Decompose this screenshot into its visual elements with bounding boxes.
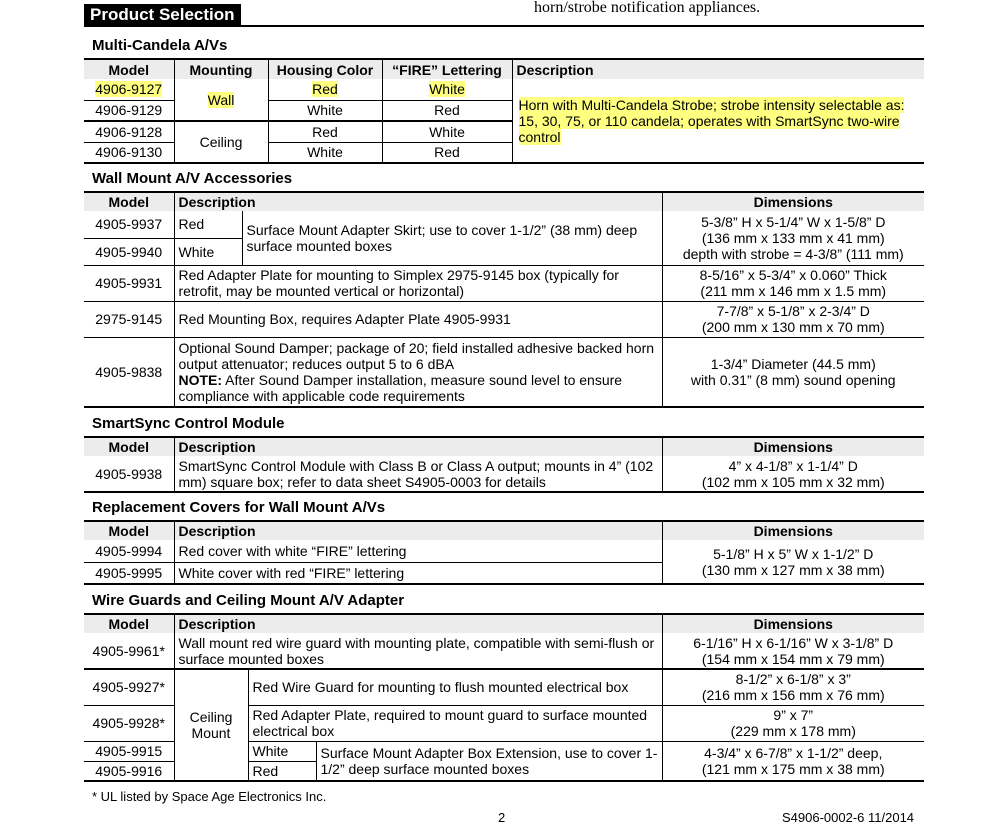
description-cell: Red Adapter Plate for mounting to Simplex 2975-9145 box (typically for retrofit, may be mounted vertical or horizontal) [178, 267, 619, 299]
section-heading-replacement-covers: Replacement Covers for Wall Mount A/Vs [92, 499, 386, 516]
housing-color: Red [268, 121, 382, 142]
dimension-line: 1-3/4” Diameter (44.5 mm) [710, 355, 876, 372]
description-cell: Red cover with white “FIRE” lettering [174, 540, 662, 562]
skirt-dimensions [662, 211, 924, 265]
housing-color: Red [312, 81, 338, 98]
dimension-line: (102 mm x 105 mm x 32 mm) [701, 473, 885, 490]
col-header-model: Model [84, 437, 174, 456]
model-cell: 4905-9931 [84, 265, 174, 301]
color-cell: White [174, 238, 242, 265]
smartsync-table [84, 436, 924, 493]
model-cell: 4906-9130 [84, 142, 174, 163]
col-header-model: Model [84, 614, 174, 633]
wire-guards-table [84, 613, 924, 782]
model-cell: 4905-9916 [84, 761, 174, 781]
lettering-cell [382, 79, 512, 100]
wall-mount-accessories-table [84, 191, 924, 408]
page-number: 2 [498, 810, 506, 825]
note-label: NOTE: [178, 371, 223, 388]
col-header-dimensions: Dimensions [662, 192, 924, 211]
section-heading-multi-candela: Multi-Candela A/Vs [92, 37, 228, 54]
color-cell: White [248, 741, 316, 761]
model-cell: 4905-9927* [84, 669, 174, 705]
model-cell: 4905-9994 [84, 540, 174, 562]
model-cell: 4906-9128 [84, 121, 174, 142]
description-cell: Red Adapter Plate, required to mount guard to surface mounted electrical box [248, 705, 662, 741]
dimensions-cell [662, 540, 924, 584]
dimensions-cell [662, 705, 924, 741]
model-cell: 4906-9129 [84, 100, 174, 121]
dimension-line: 4-3/4” x 6-7/8” x 1-1/2” deep, [704, 744, 883, 761]
sound-damper-description [174, 337, 662, 407]
model-4906-9127: 4906-9127 [95, 81, 163, 98]
description-cell [512, 79, 924, 163]
dimension-line: (154 mm x 154 mm x 79 mm) [701, 650, 885, 667]
model-cell: 4905-9995 [84, 562, 174, 584]
dimension-line: (121 mm x 175 mm x 38 mm) [701, 760, 885, 777]
housing-color: White [268, 100, 382, 121]
col-header-dimensions: Dimensions [662, 437, 924, 456]
multi-candela-table [84, 58, 924, 164]
dimensions-cell [662, 456, 924, 492]
description-cell: Red Mounting Box, requires Adapter Plate 4905-9931 [178, 311, 511, 327]
model-cell: 4905-9961* [84, 633, 174, 669]
description-text: Optional Sound Damper; package of 20; field installed adhesive backed horn output attenuator; reduces output 5 to 6 dBA [178, 339, 655, 372]
note-text [179, 372, 658, 404]
dimension-line: 9” x 7” [773, 707, 814, 723]
col-header-description: Description [174, 521, 662, 540]
col-header-model: Model [84, 192, 174, 211]
section-heading-wire-guards: Wire Guards and Ceiling Mount A/V Adapter [92, 592, 405, 609]
dimension-line: (229 mm x 178 mm) [730, 723, 856, 739]
col-header-model: Model [84, 521, 174, 540]
dimensions-cell [662, 337, 924, 407]
fire-lettering: Red [382, 142, 512, 163]
multi-candela-description: Horn with Multi-Candela Strobe; strobe intensity selectable as: 15, 30, 75, or 110 candela; operates with SmartSync two-wire control [518, 96, 905, 145]
dimension-line: 8-1/2” x 6-1/8” x 3” [735, 671, 851, 688]
col-header-description: Description [174, 192, 662, 211]
dimension-line: depth with strobe = 4-3/8” (111 mm) [682, 245, 904, 262]
dimension-line: 4” x 4-1/8” x 1-1/4” D [728, 457, 858, 474]
description-cell: Wall mount red wire guard with mounting plate, compatible with semi-flush or surface mounted boxes [178, 634, 655, 667]
dimension-line: (200 mm x 130 mm x 70 mm) [701, 319, 885, 335]
title-rule [84, 25, 924, 27]
description-cell: SmartSync Control Module with Class B or Class A output; mounts in 4” (102 mm) square box; refer to data sheet S4905-0003 for details [178, 457, 654, 490]
mounting-wall-cell [174, 79, 268, 121]
col-header-dimensions: Dimensions [662, 521, 924, 540]
section-heading-smartsync: SmartSync Control Module [92, 415, 285, 432]
dimensions-cell [662, 301, 924, 337]
model-cell: 4905-9838 [84, 337, 174, 407]
col-header-description: Description [174, 437, 662, 456]
col-header-dimensions: Dimensions [662, 614, 924, 633]
dimension-line: (211 mm x 146 mm x 1.5 mm) [700, 283, 887, 299]
model-cell: 4905-9937 [84, 211, 174, 238]
dimension-line: 8-5/16” x 5-3/4” x 0.060” Thick [699, 267, 887, 283]
extension-description: Surface Mount Adapter Box Extension, use to cover 1-1/2” deep surface mounted boxes [316, 741, 662, 781]
housing-color: White [268, 142, 382, 163]
col-header-fire-lettering: “FIRE” Lettering [382, 59, 512, 79]
dimension-line: (130 mm x 127 mm x 38 mm) [701, 561, 885, 578]
col-header-housing-color: Housing Color [268, 59, 382, 79]
document-id: S4906-0002-6 11/2014 [782, 810, 915, 825]
dimension-line: 5-1/8” H x 5” W x 1-1/2” D [713, 545, 874, 562]
intro-text: horn/strobe notification appliances. [534, 0, 761, 16]
skirt-description: Surface Mount Adapter Skirt; use to cover 1-1/2” (38 mm) deep surface mounted boxes [246, 221, 638, 254]
fire-lettering: White [429, 81, 465, 98]
model-cell: 4905-9940 [84, 238, 174, 265]
col-header-description: Description [512, 59, 924, 79]
dimension-line: with 0.31” (8 mm) sound opening [690, 371, 896, 388]
col-header-description: Description [174, 614, 662, 633]
model-cell: 4905-9915 [84, 741, 174, 761]
housing-cell [268, 79, 382, 100]
color-cell: Red [248, 761, 316, 781]
dimensions-cell [662, 265, 924, 301]
col-header-mounting: Mounting [174, 59, 268, 79]
dimension-line: (136 mm x 133 mm x 41 mm) [701, 229, 885, 246]
model-cell: 4905-9938 [84, 456, 174, 492]
extension-dimensions [662, 741, 924, 781]
footnote: * UL listed by Space Age Electronics Inc. [92, 789, 327, 804]
dimension-line: 5-3/8” H x 5-1/4” W x 1-5/8” D [701, 213, 886, 230]
model-cell: 2975-9145 [84, 301, 174, 337]
col-header-model: Model [84, 59, 174, 79]
dimensions-cell [662, 633, 924, 669]
color-cell: Red [174, 211, 242, 238]
dimension-line: (216 mm x 156 mm x 76 mm) [701, 687, 885, 704]
description-cell: Red Wire Guard for mounting to flush mounted electrical box [248, 669, 662, 705]
ceiling-mount-cell: Ceiling Mount [174, 669, 248, 781]
section-heading-wall-mount: Wall Mount A/V Accessories [92, 170, 293, 187]
model-cell: 4905-9928* [84, 705, 174, 741]
page-title: Product Selection [84, 4, 241, 26]
fire-lettering: White [382, 121, 512, 142]
dimension-line: 7-7/8” x 5-1/8” x 2-3/4” D [716, 303, 870, 319]
dimensions-cell [662, 669, 924, 705]
note-body: After Sound Damper installation, measure sound level to ensure compliance with applicable code requirements [178, 371, 623, 404]
mounting-wall: Wall [207, 91, 235, 108]
replacement-covers-table [84, 520, 924, 585]
mounting-ceiling: Ceiling [174, 121, 268, 163]
description-cell: White cover with red “FIRE” lettering [174, 562, 662, 584]
fire-lettering: Red [382, 100, 512, 121]
dimension-line: 6-1/16” H x 6-1/16” W x 3-1/8” D [693, 634, 894, 651]
table-row-model [84, 79, 174, 100]
